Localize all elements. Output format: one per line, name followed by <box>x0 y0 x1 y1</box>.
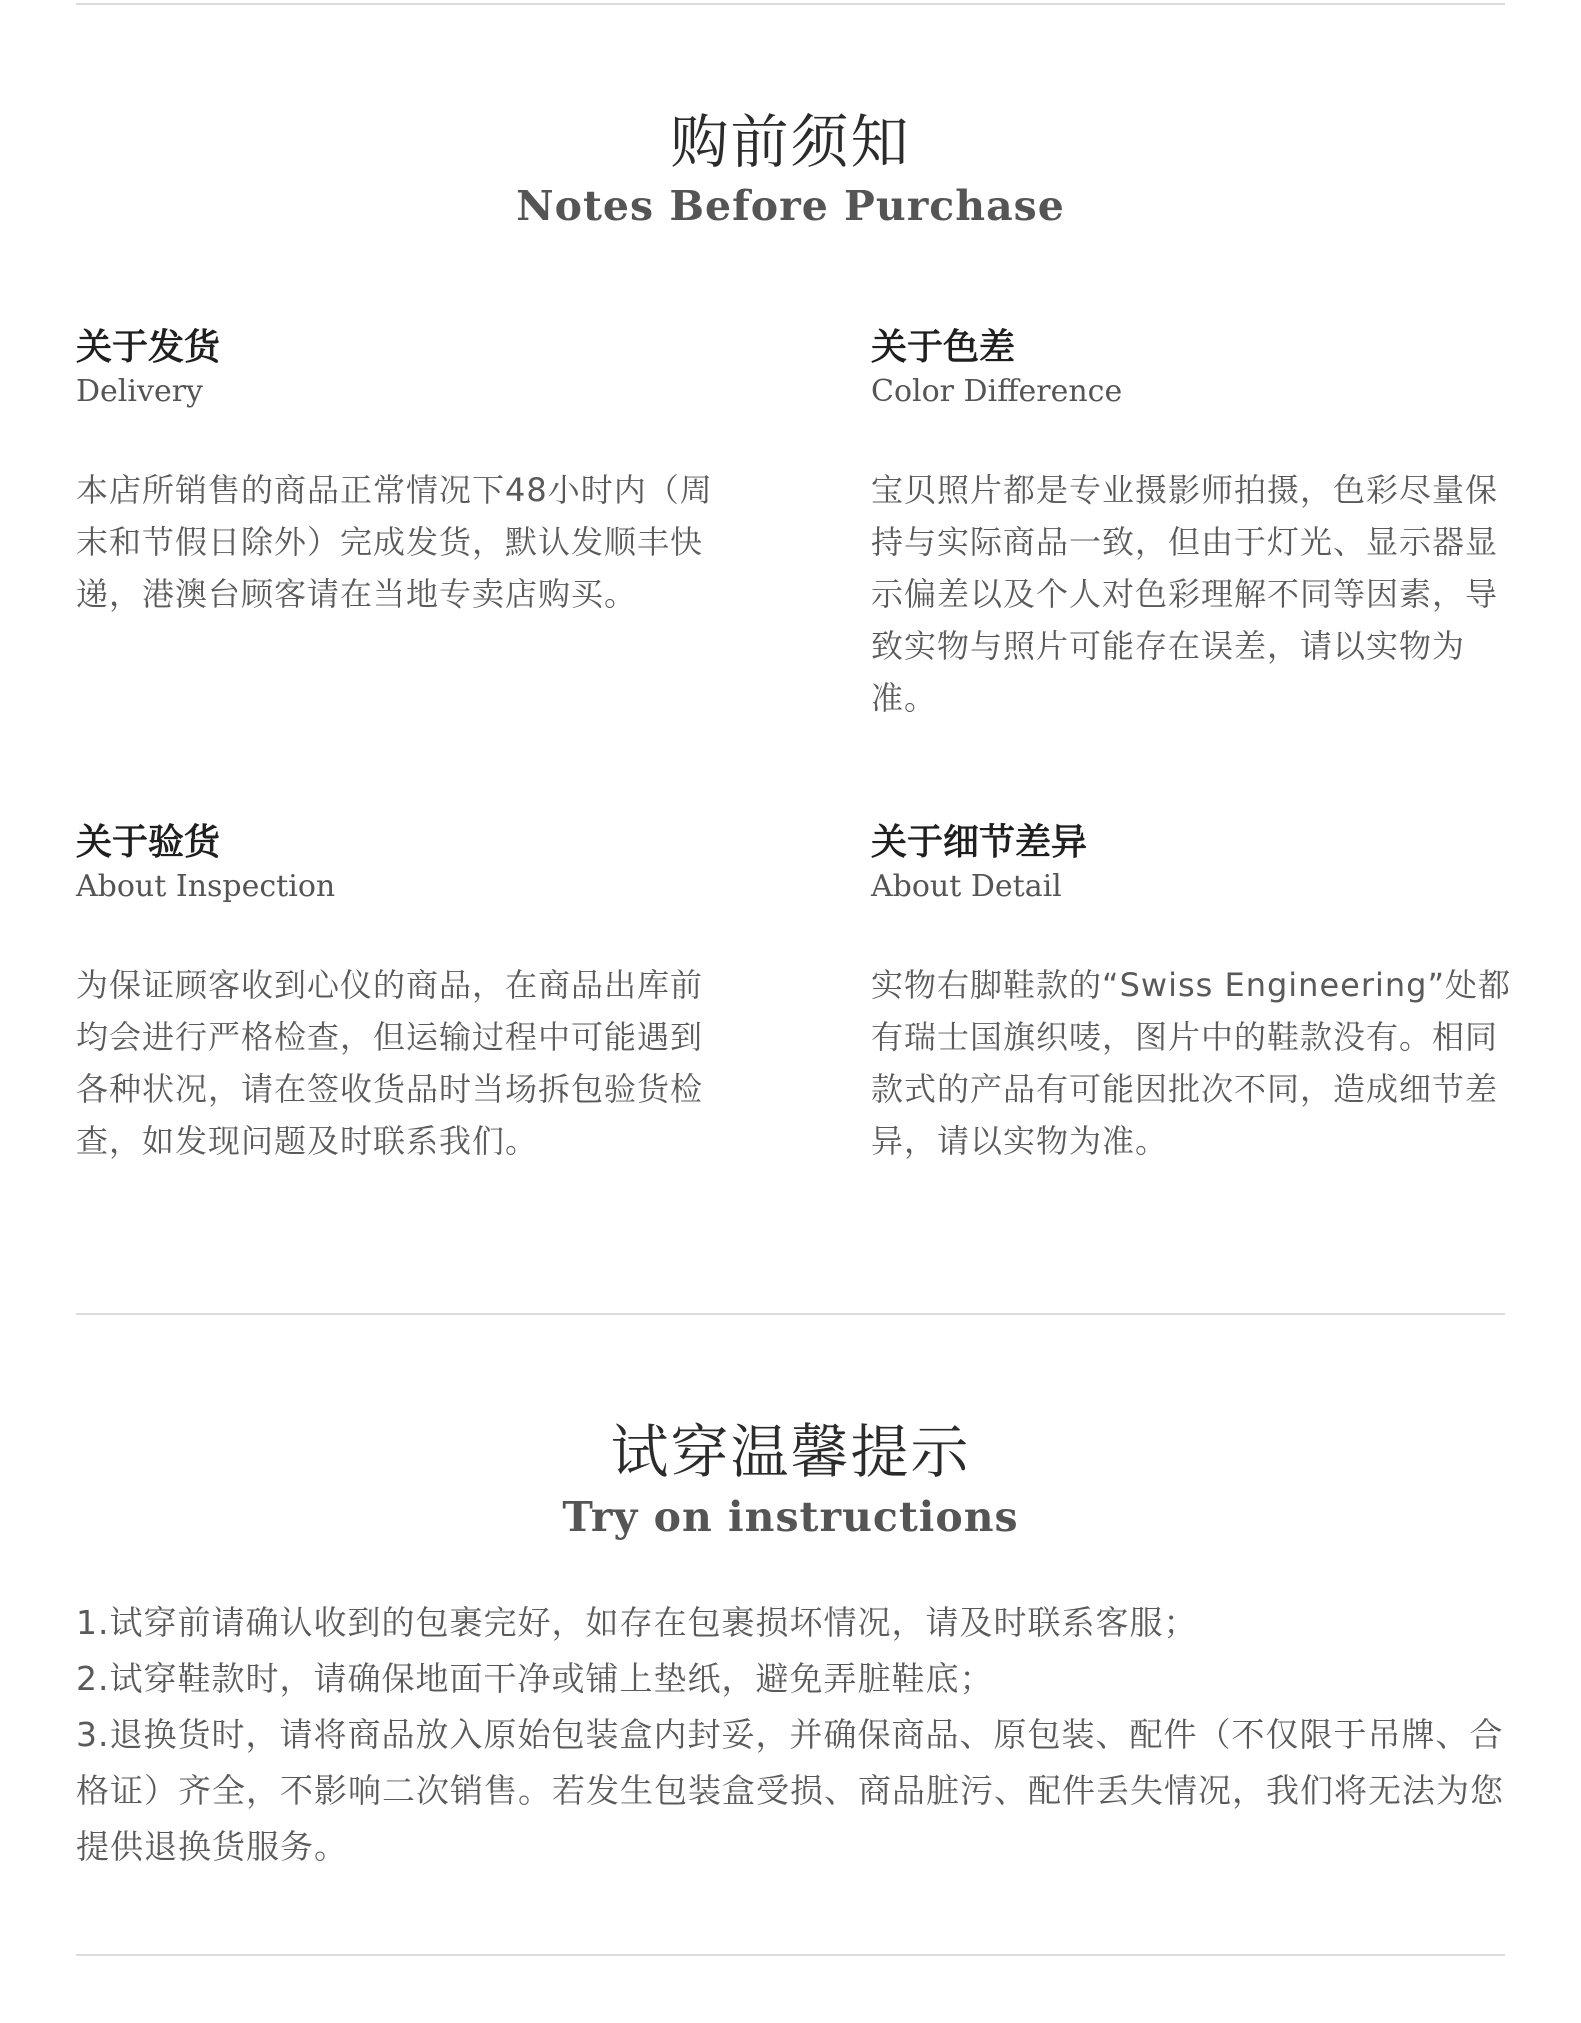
detail-body: 实物右脚鞋款的“Swiss Engineering”处都有瑞士国旗织唛，图片中的鞋款没有。相同款式的产品有可能因批次不同，造成细节差异，请以实物为准。 <box>871 966 1512 1160</box>
delivery-heading-cn: 关于发货 <box>76 327 221 368</box>
tryon-item-2: 2.试穿鞋款时，请确保地面干净或铺上垫纸，避免弄脏鞋底； <box>76 1659 994 1698</box>
inspection-heading-cn: 关于验货 <box>76 822 221 863</box>
delivery-body: 本店所销售的商品正常情况下48小时内（周末和节假日除外）完成发货，默认发顺丰快递，港澳台顾客请在当地专卖店购买。 <box>76 471 713 613</box>
notes-title-cn: 购前须知 <box>670 108 911 176</box>
notes-title-en: Notes Before Purchase <box>516 182 1065 230</box>
detail-heading-en: About Detail <box>871 869 1062 904</box>
inspection-body: 为保证顾客收到心仪的商品，在商品出库前均会进行严格检查，但运输过程中可能遇到各种状况，请在签收货品时当场拆包验货检查，如发现问题及时联系我们。 <box>76 966 704 1160</box>
tryon-instructions <box>76 1595 1516 1875</box>
bottom-divider <box>76 1954 1505 1956</box>
tryon-item-1: 1.试穿前请确认收到的包裹完好，如存在包裹损坏情况，请及时联系客服； <box>76 1603 1198 1642</box>
detail-heading-cn: 关于细节差异 <box>871 822 1088 863</box>
delivery-heading-en: Delivery <box>76 374 203 409</box>
inspection-card <box>76 821 726 1167</box>
tryon-title-cn: 试穿温馨提示 <box>610 1418 971 1486</box>
tryon-title-en: Try on instructions <box>562 1493 1019 1541</box>
inspection-heading-en: About Inspection <box>76 869 336 904</box>
color-difference-heading-en: Color Difference <box>871 374 1123 409</box>
tryon-item-3: 3.退换货时，请将商品放入原始包装盒内封妥，并确保商品、原包装、配件（不仅限于吊牌、合格证）齐全，不影响二次销售。若发生包装盒受损、商品脏污、配件丢失情况，我们将无法为您提供退换货服务。 <box>76 1715 1504 1866</box>
color-difference-heading-cn: 关于色差 <box>871 327 1016 368</box>
color-difference-card <box>871 326 1521 724</box>
color-difference-body: 宝贝照片都是专业摄影师拍摄，色彩尽量保持与实际商品一致，但由于灯光、显示器显示偏差以及个人对色彩理解不同等因素，导致实物与照片可能存在误差，请以实物为准。 <box>871 471 1499 717</box>
middle-divider <box>76 1313 1505 1315</box>
top-divider <box>76 3 1505 5</box>
delivery-card <box>76 326 726 620</box>
detail-card <box>871 821 1521 1167</box>
